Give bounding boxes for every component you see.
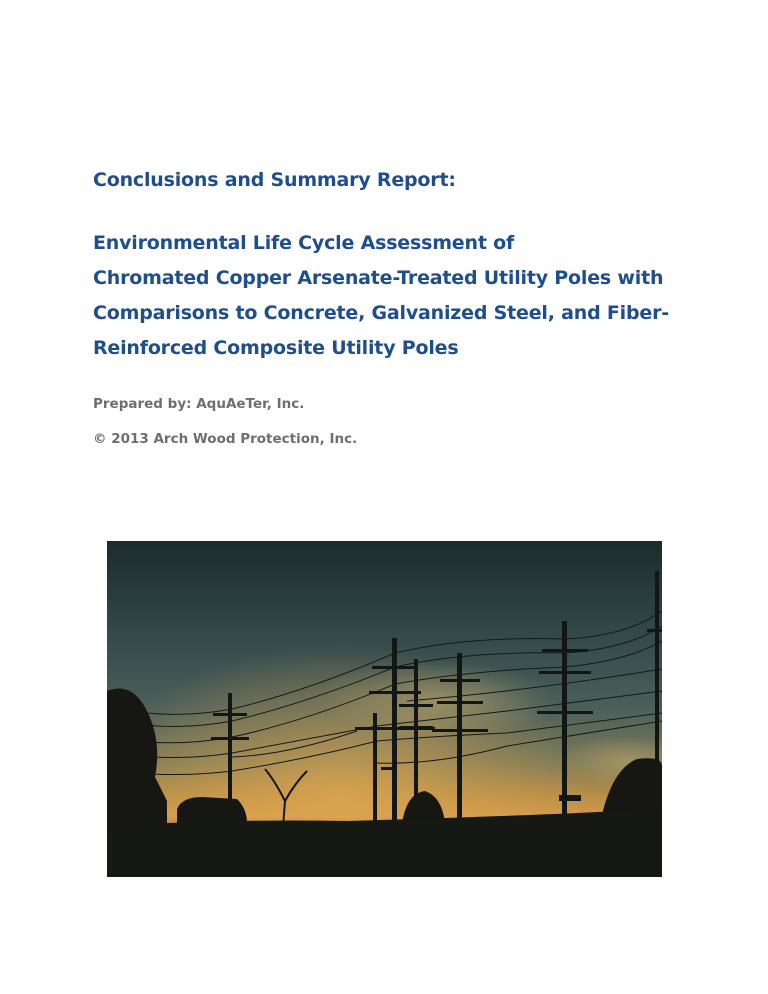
- pole-crossarm: [369, 691, 421, 694]
- subtitle-line: Reinforced Composite Utility Poles: [93, 337, 459, 359]
- utility-pole: [562, 621, 567, 841]
- utility-poles-photo: [107, 541, 662, 877]
- subtitle-line: Comparisons to Concrete, Galvanized Steel, and Fiber-: [93, 302, 669, 324]
- utility-pole: [373, 713, 377, 828]
- pole-crossarm: [211, 737, 249, 740]
- pole-crossarm: [399, 726, 433, 729]
- street-sign: [559, 795, 581, 801]
- pole-crossarm: [372, 666, 418, 669]
- prepared-by: Prepared by: AquAeTer, Inc.: [93, 396, 305, 412]
- subtitle-line: Environmental Life Cycle Assessment of: [93, 232, 515, 254]
- pole-crossarm: [542, 649, 588, 652]
- pole-crossarm: [437, 701, 483, 704]
- report-subtitle: [93, 226, 693, 366]
- pole-crossarm: [213, 713, 247, 716]
- street-light: [381, 767, 395, 770]
- pole-crossarm: [399, 704, 433, 707]
- subtitle-line: Chromated Copper Arsenate-Treated Utility Poles with: [93, 267, 664, 289]
- pole-crossarm: [539, 671, 591, 674]
- pole-crossarm: [440, 679, 480, 682]
- pole-crossarm: [537, 711, 593, 714]
- report-title: Conclusions and Summary Report:: [93, 169, 456, 191]
- pole-crossarm: [647, 629, 662, 632]
- copyright-notice: © 2013 Arch Wood Protection, Inc.: [93, 431, 358, 447]
- pole-crossarm: [432, 729, 488, 732]
- utility-pole: [228, 693, 232, 813]
